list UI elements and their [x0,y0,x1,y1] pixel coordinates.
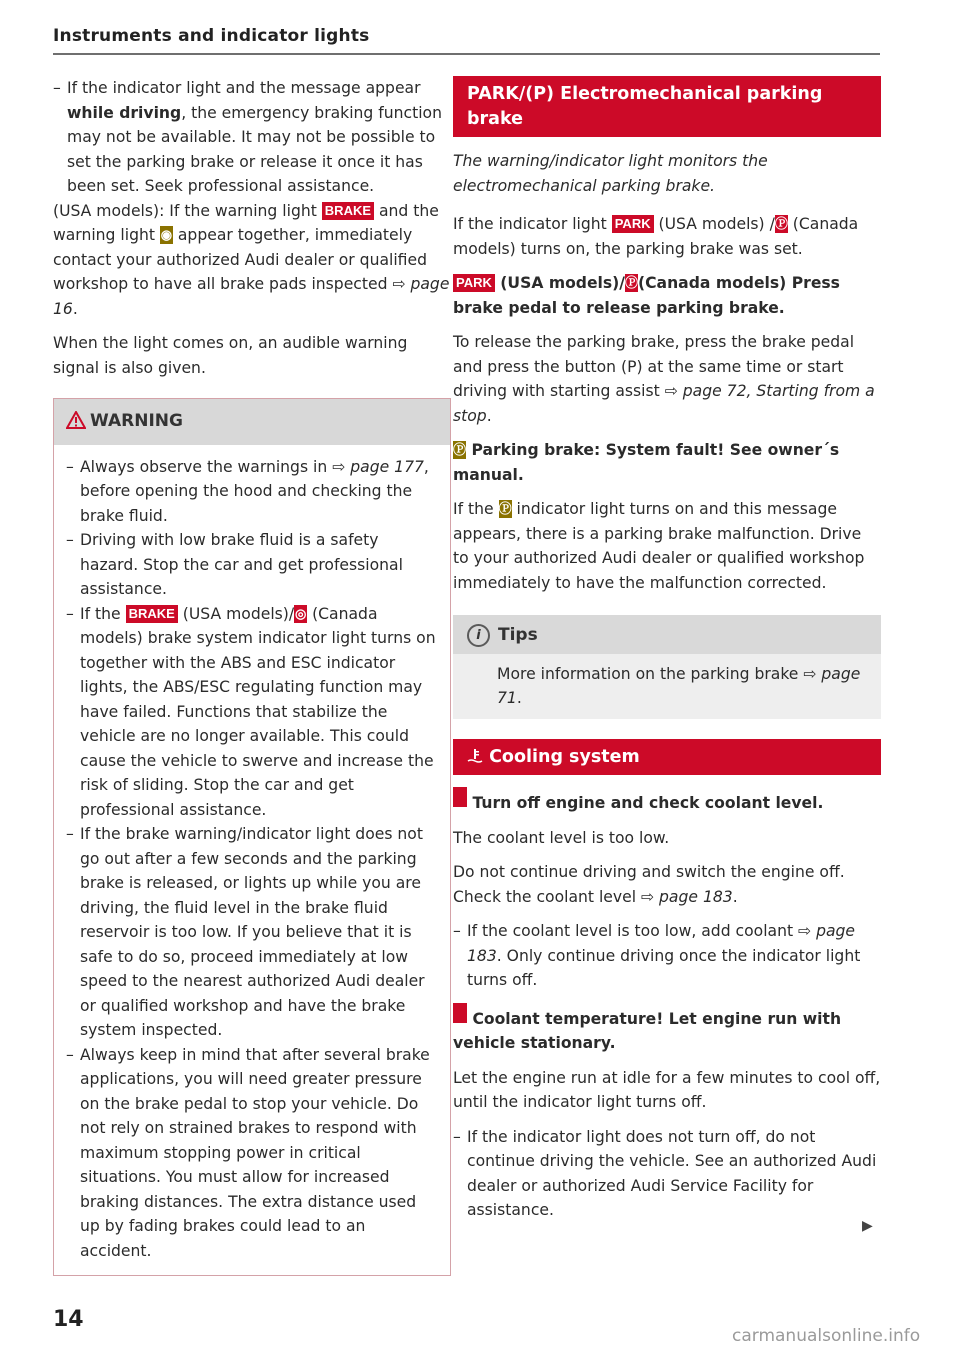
page-header [53,26,880,55]
message-heading: Turn off engine and check coolant level. [453,787,881,816]
paragraph: When the light comes on, an audible warning signal is also given. [53,334,408,377]
tips-box [453,615,881,719]
paragraph: (USA models): If the warning light BRAKE and the warning light ◉ appear together, immediately contact your authorized Audi dealer or qualified workshop to have all brake pads inspected ⇨ page 16. [53,201,450,318]
coolant-warning-icon [453,787,467,807]
warning-item: – If the brake warning/indicator light does not go out after a few seconds and the parking brake is released, or lights up while you are driving, the fluid level in the brake fluid reservoir is too low. If you believe that it is safe to do so, proceed immediately at low speed to the nearest authorized Audi dealer or qualified workshop and have the brake system inspected. [66,822,438,1043]
page-reference[interactable]: ⇨ page 72, Starting from a stop [453,382,875,425]
paragraph: Do not continue driving and switch the engine off. Check the coolant level ⇨ page 183. [453,863,845,906]
watermark: carmanualsonline.info [732,1326,921,1346]
parking-brake-circle-icon: Ⓟ [624,275,638,290]
page-reference[interactable]: ⇨ page 16 [53,275,450,318]
list-item: – If the indicator light does not turn off, do not continue driving the vehicle. See an authorized Audi dealer or authorized Audi Service Facility for assistance. [453,1125,881,1223]
tips-body: More information on the parking brake ⇨ page 71. [497,664,861,707]
section-heading-cooling-system: Cooling system [453,739,881,776]
paragraph: If the Ⓟ indicator light turns on and this message appears, there is a parking brake malfunction. Drive to your authorized Audi dealer or qualified workshop immediately to have the malfunction corrected. [453,500,865,592]
info-icon: i [467,624,490,647]
parking-brake-circle-icon: Ⓟ [774,216,788,231]
paragraph: To release the parking brake, press the brake pedal and press the button (P) at the same time or start driving with starting assist ⇨ page 72, Starting from a stop. [453,333,875,425]
parking-brake-button-symbol: (P) [621,357,643,376]
list-item: – If the coolant level is too low, add coolant ⇨ page 183. Only continue driving once the indicator light turns off. [453,919,881,993]
warning-item: – Driving with low brake fluid is a safety hazard. Stop the car and get professional assistance. [66,528,438,602]
park-light-icon: PARK [453,274,495,292]
parking-brake-fault-icon: Ⓟ [498,501,512,516]
list-item: – If the indicator light and the message appear while driving, the emergency braking function may not be available. It may not be possible to set the parking brake or release it once it has been set. Seek professional assistance. [53,76,451,199]
message-heading: Ⓟ Parking brake: System fault! See owner´s manual. [453,441,840,484]
section-header-title: Instruments and indicator lights [53,26,370,46]
coolant-warning-icon [453,1003,467,1023]
header-rule [53,53,880,55]
right-column [453,76,881,1223]
coolant-thermometer-icon [467,747,489,767]
message-heading: Coolant temperature! Let engine run with vehicle stationary. [453,1003,881,1056]
brake-warning-light-icon: BRAKE [126,605,178,623]
warning-header [54,399,450,445]
left-column [53,76,451,1276]
page-number: 14 [53,1307,84,1332]
brake-system-circle-icon: ◎ [294,605,307,621]
paragraph: The coolant level is too low. [453,828,670,847]
brake-pad-warning-icon: ◉ [160,227,173,242]
page-reference[interactable]: ⇨ page 71 [497,664,861,707]
warning-item: – Always keep in mind that after several brake applications, you will need greater pressure on the brake pedal to stop your vehicle. Do not rely on strained brakes to respond with maximum stopping power in critical situations. You must allow for increased braking distances. The extra distance used up by fading brakes could lead to an accident. [66,1043,438,1264]
tips-header [453,615,881,654]
section-heading-parking-brake: PARK/(P) Electromechanical parking brake [453,76,881,137]
warning-item: – If the BRAKE (USA models)/◎ (Canada models) brake system indicator light turns on together with the ABS and ESC indicator lights, the ABS/ESC regulating function may have failed. Functions that stabilize the vehicle are no longer available. This could cause the vehicle to swerve and increase the risk of sliding. Stop the car and get professional assistance. [66,602,438,823]
parking-brake-fault-icon: Ⓟ [453,442,467,457]
paragraph: Let the engine run at idle for a few minutes to cool off, until the indicator light turns off. [453,1068,881,1111]
park-light-icon: PARK [612,215,654,233]
warning-body [54,445,450,1276]
brake-warning-light-icon: BRAKE [322,202,374,220]
message-heading: PARK (USA models)/Ⓟ(Canada models) Press brake pedal to release parking brake. [453,274,840,317]
page-reference[interactable]: ⇨ page 183 [467,922,856,965]
warning-triangle-icon [66,411,86,437]
warning-box [53,398,451,1276]
page-reference[interactable]: ⇨ page 183 [641,887,733,906]
paragraph: If the indicator light PARK (USA models) /Ⓟ (Canada models) turns on, the parking brake was set. [453,215,859,258]
page-reference[interactable]: ⇨ page 177 [332,457,424,476]
warning-title: WARNING [90,411,183,431]
warning-item: – Always observe the warnings in ⇨ page 177, before opening the hood and checking the brake fluid. [66,455,438,529]
tips-title: Tips [498,625,538,645]
section-subtitle: The warning/indicator light monitors the electromechanical parking brake. [453,152,768,195]
continue-arrow-icon: ▶ [862,1218,873,1234]
